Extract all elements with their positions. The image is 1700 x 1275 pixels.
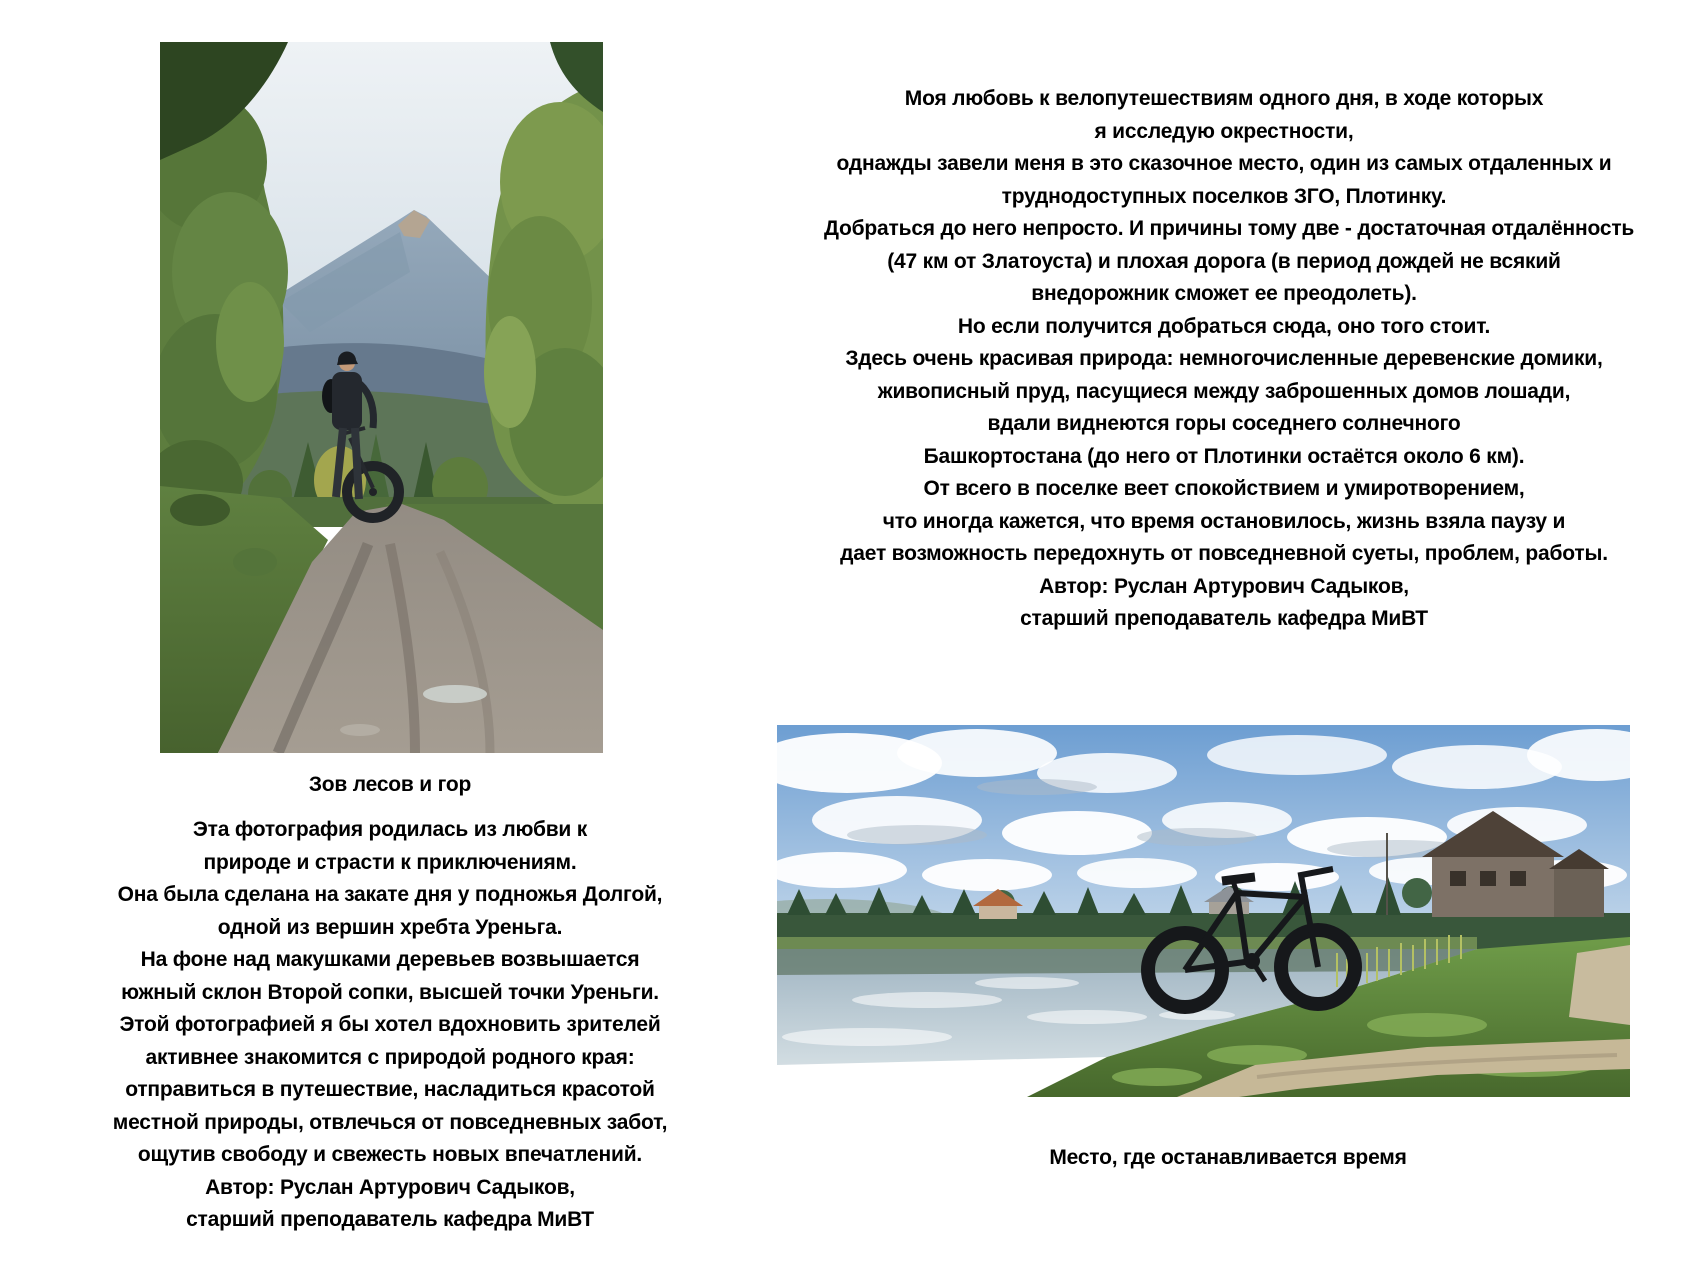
text-line: Автор: Руслан Артурович Садыков, (205, 1175, 575, 1199)
text-line: Эта фотография родилась из любви к (192, 818, 588, 841)
text-line: старший преподаватель кафедра МиВТ (1020, 607, 1428, 630)
right-text-block (824, 83, 1635, 636)
text-line: От всего в поселке веет спокойствием и умиротворением, (923, 477, 1525, 500)
text-line: активнее знакомится с природой родного края: (145, 1045, 635, 1069)
left-photo-caption: Зов лесов и гор (308, 773, 472, 796)
text-line: Моя любовь к велопутешествиям одного дня, в ходе которых (904, 87, 1544, 110)
text-line: что иногда кажется, что время остановилось, жизнь взяла паузу и (882, 509, 1566, 533)
text-line: (47 км от Златоуста) и плохая дорога (в период дождей не всякий (887, 249, 1561, 273)
sand-patch (1569, 945, 1630, 1025)
far-shore (777, 937, 1477, 951)
text-line: Но если получится добраться сюда, оно того стоит. (957, 314, 1491, 338)
text-line: Здесь очень красивая природа: немногочисленные деревенские домики, (845, 347, 1603, 370)
text-line: ощутив свободу и свежесть новых впечатлений. (137, 1143, 643, 1166)
right-photo-caption: Место, где останавливается время (1049, 1146, 1407, 1169)
text-line: внедорожник сможет ее преодолеть). (1031, 282, 1417, 305)
jacket (332, 372, 362, 430)
text-line: южный склон Второй сопки, высшей точки Уреньги. (121, 980, 659, 1004)
text-line: одной из вершин хребта Уреньга. (217, 915, 563, 939)
text-line: отправиться в путешествие, насладиться красотой (125, 1078, 655, 1101)
text-line: вдали виднеются горы соседнего солнечного (987, 412, 1461, 435)
text-line: Автор: Руслан Артурович Садыков, (1039, 574, 1409, 598)
text-line: однажды завели меня в это сказочное место, один из самых отдаленных и (836, 152, 1612, 175)
text-line: Она была сделана на закате дня у подножья Долгой, (117, 883, 663, 906)
saddle (1222, 877, 1255, 881)
text-line: Добраться до него непросто. И причины тому две - достаточная отдалённость (824, 217, 1635, 240)
puddle (423, 685, 487, 703)
text-line: местной природы, отвлечься от повседневных забот, (112, 1110, 668, 1134)
text-line: Башкортостана (до него от Плотинки остаётся около 6 км). (923, 444, 1525, 468)
text-line: дает возможность передохнуть от повседневной суеты, проблем, работы. (840, 542, 1608, 565)
text-line: я исследую окрестности, (1094, 119, 1354, 143)
text-line: труднодоступных поселков ЗГО, Плотинку. (1001, 184, 1447, 208)
text-line: Этой фотографией я бы хотел вдохновить зрителей (119, 1013, 661, 1036)
text-line: На фоне над макушками деревьев возвышается (140, 948, 640, 971)
text-line: природе и страсти к приключениям. (203, 850, 577, 874)
text-line: старший преподаватель кафедра МиВТ (186, 1208, 594, 1231)
forest-road-photo (160, 42, 603, 753)
left-text-block (70, 814, 710, 1237)
lake-photo (777, 725, 1630, 1097)
tree-reflection (777, 949, 1477, 975)
text-line: живописный пруд, пасущиеся между заброшенных домов лошади, (877, 379, 1571, 403)
